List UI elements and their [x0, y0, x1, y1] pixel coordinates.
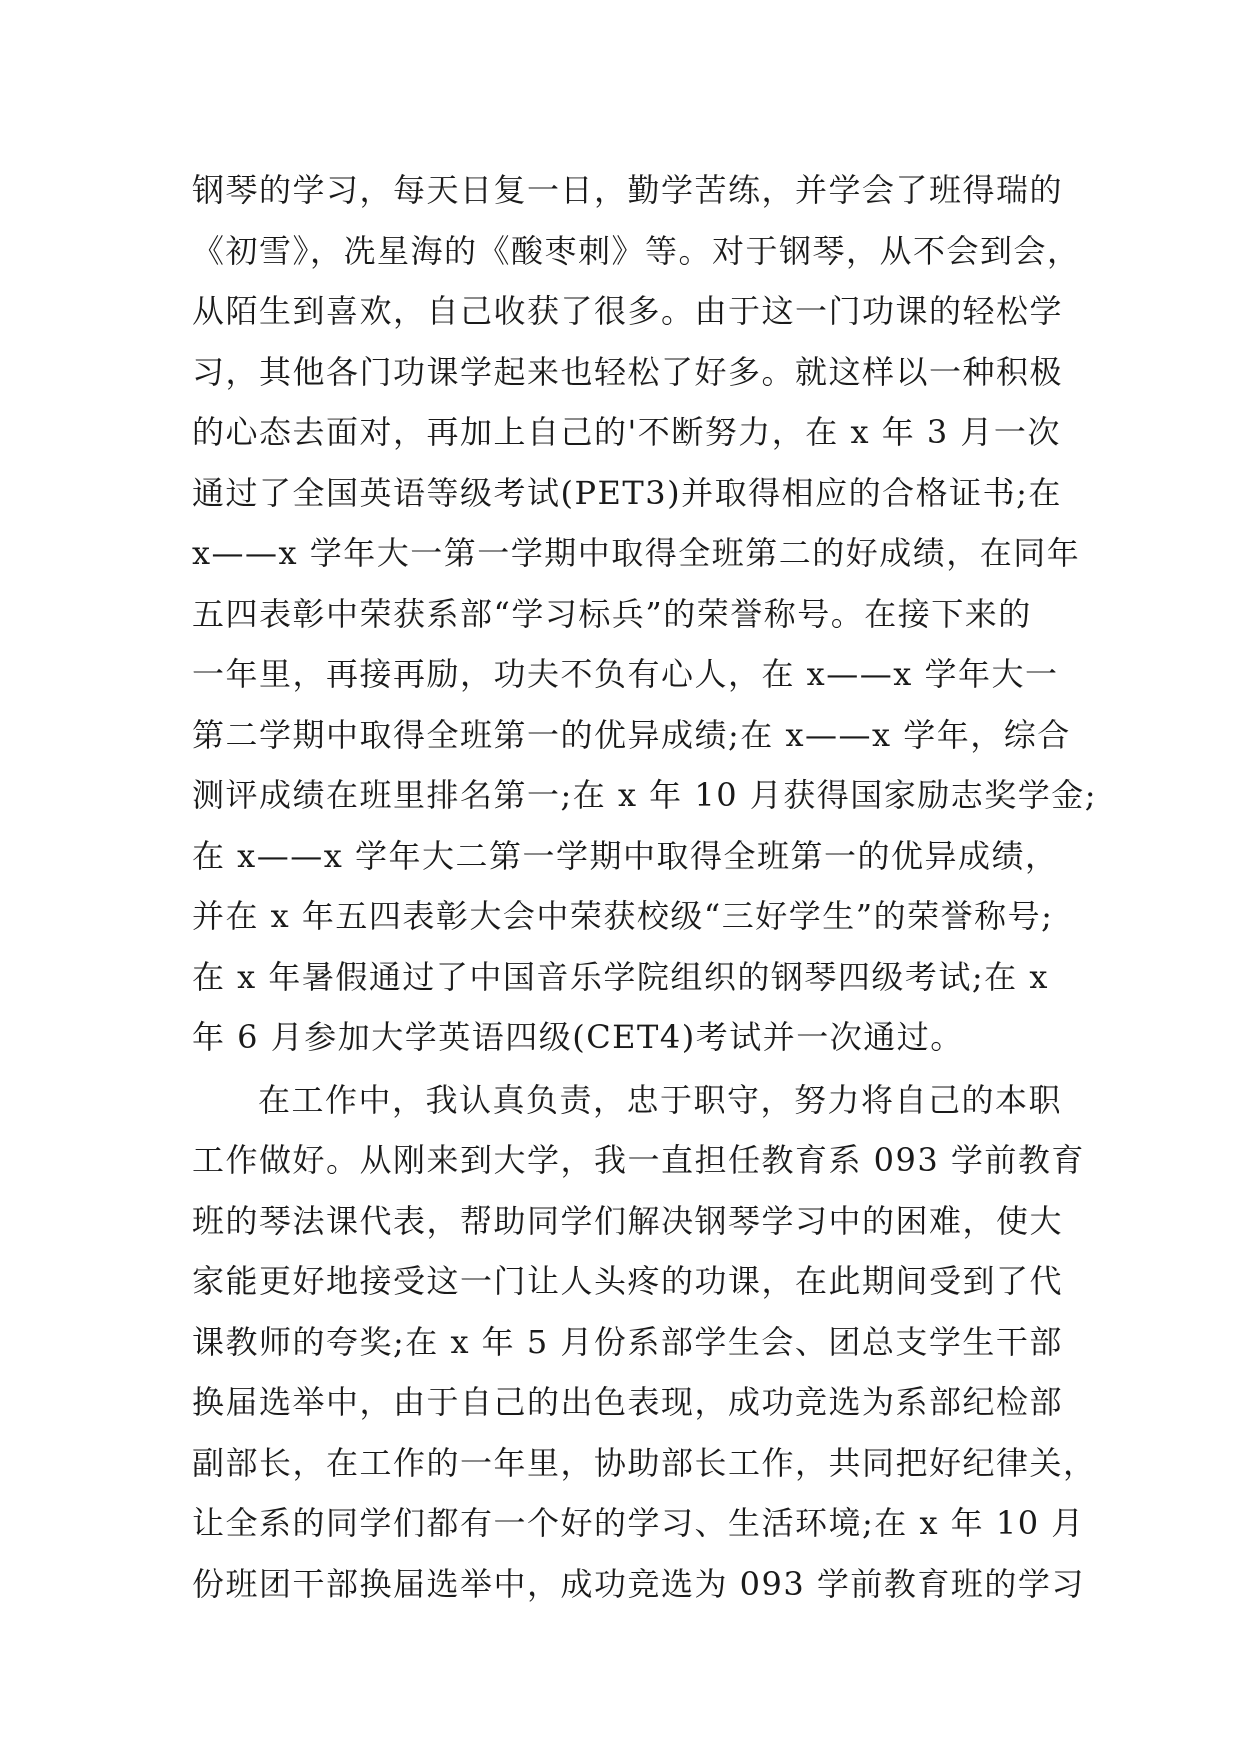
- text-line: 让全系的同学们都有一个好的学习、生活环境;在 x 年 10 月: [192, 1504, 1085, 1542]
- text-line: 一年里，再接再励，功夫不负有心人，在 x——x 学年大一: [192, 655, 1059, 693]
- text-line: 课教师的夸奖;在 x 年 5 月份系部学生会、团总支学生干部: [192, 1322, 1063, 1361]
- text-line: 在 x——x 学年大二第一学期中取得全班第一的优异成绩，: [192, 836, 1059, 875]
- text-line: 班的琴法课代表，帮助同学们解决钢琴学习中的困难，使大: [192, 1201, 1064, 1240]
- text-line: 第二学期中取得全班第一的优异成绩;在 x——x 学年，综合: [192, 715, 1071, 754]
- text-line: 副部长，在工作的一年里，协助部长工作，共同把好纪律关，: [192, 1443, 1097, 1482]
- document-body: [192, 160, 1098, 1614]
- text-line: 钢琴的学习，每天日复一日，勤学苦练，并学会了班得瑞的: [192, 171, 1064, 209]
- text-line: x——x 学年大一第一学期中取得全班第二的好成绩，在同年: [192, 534, 1081, 572]
- text-line: 《初雪》，冼星海的《酸枣刺》等。对于钢琴，从不会到会，: [192, 231, 1081, 270]
- text-line: 习，其他各门功课学起来也轻松了好多。就这样以一种积极: [192, 352, 1064, 391]
- text-line: 五四表彰中荣获系部“学习标兵”的荣誉称号。在接下来的: [192, 594, 1032, 633]
- text-line: 在 x 年暑假通过了中国音乐学院组织的钢琴四级考试;在 x: [192, 957, 1049, 996]
- paragraph-1: [192, 160, 1098, 1068]
- text-line: 并在 x 年五四表彰大会中荣获校级“三好学生”的荣誉称号;: [192, 897, 1054, 935]
- text-line: 的心态去面对，再加上自己的'不断努力，在 x 年 3 月一次: [192, 413, 1061, 451]
- text-line: 测评成绩在班里排名第一;在 x 年 10 月获得国家励志奖学金;: [192, 776, 1098, 814]
- text-line: 家能更好地接受这一门让人头疼的功课，在此期间受到了代: [192, 1262, 1064, 1300]
- text-line: 换届选举中，由于自己的出色表现，成功竞选为系部纪检部: [192, 1383, 1064, 1421]
- text-line: 年 6 月参加大学英语四级(CET4)考试并一次通过。: [192, 1018, 964, 1056]
- text-line: 份班团干部换届选举中，成功竞选为 093 学前教育班的学习: [192, 1564, 1085, 1603]
- paragraph-2: [192, 1070, 1097, 1615]
- text-line: 通过了全国英语等级考试(PET3)并取得相应的合格证书;在: [192, 473, 1062, 512]
- text-line: 从陌生到喜欢，自己收获了很多。由于这一门功课的轻松学: [192, 292, 1064, 330]
- text-line: 工作做好。从刚来到大学，我一直担任教育系 093 学前教育: [192, 1141, 1085, 1179]
- text-line: 在工作中，我认真负责，忠于职守，努力将自己的本职: [258, 1080, 1063, 1119]
